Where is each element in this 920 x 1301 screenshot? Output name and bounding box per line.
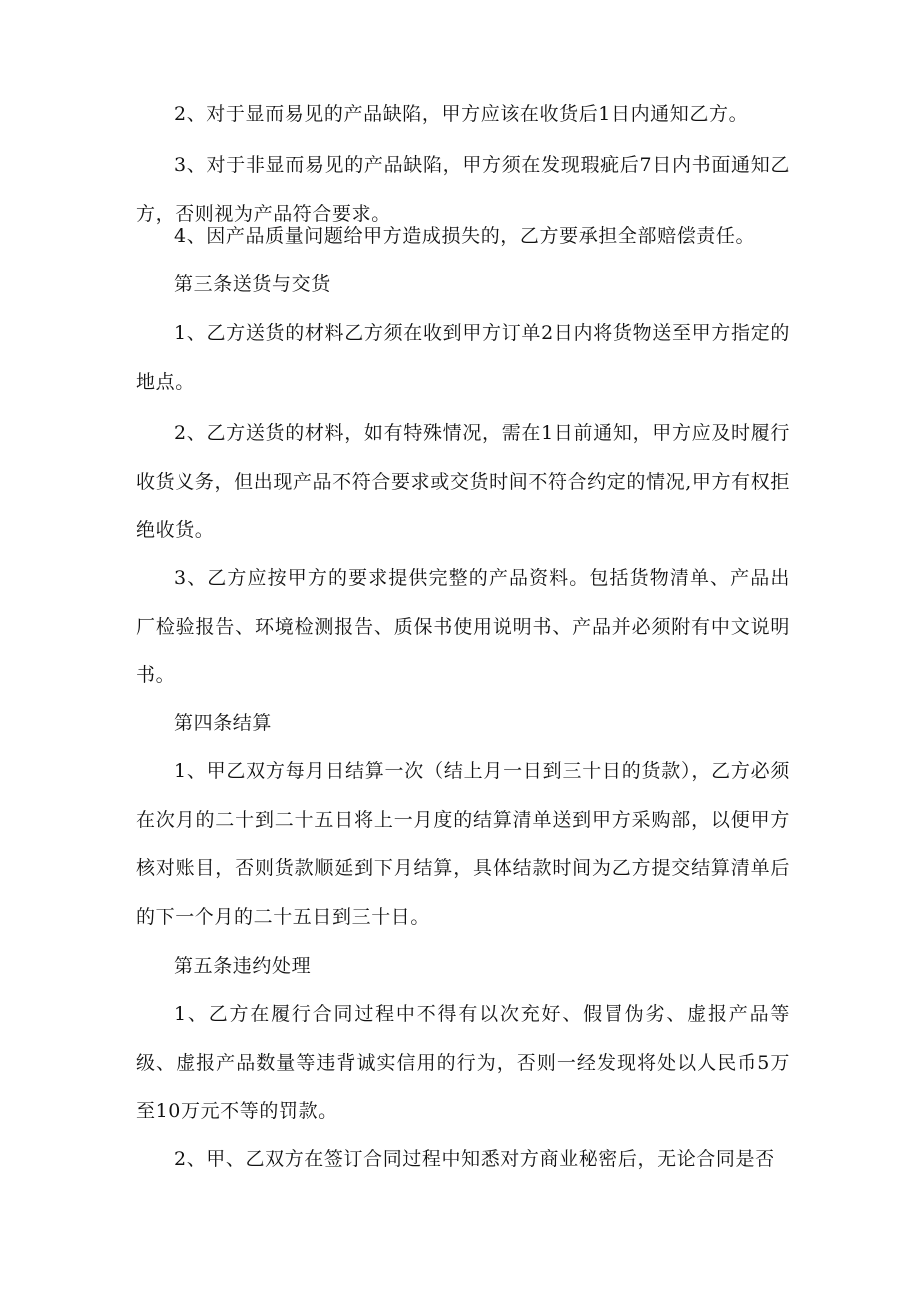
paragraph-breach-2: 2、甲、乙双方在签订合同过程中知悉对方商业秘密后，无论合同是否 [174, 1148, 775, 1170]
paragraph-breach-1: 1、乙方在履行合同过程中不得有以次充好、假冒伪劣、虚报产品等级、虚报产品数量等违背诚实信用的行为，否则一经发现将处以人民币5万至10万元不等的罚款。 [136, 1003, 790, 1122]
section-heading-article-3: 第三条送货与交货 [174, 273, 331, 295]
paragraph-delivery-3: 3、乙方应按甲方的要求提供完整的产品资料。包括货物清单、产品出厂检验报告、环境检测报告、质保书使用说明书、产品并必须附有中文说明书。 [136, 567, 790, 686]
paragraph-delivery-1: 1、乙方送货的材料乙方须在收到甲方订单2日内将货物送至甲方指定的地点。 [136, 322, 790, 393]
paragraph-delivery-2: 2、乙方送货的材料，如有特殊情况，需在1日前通知，甲方应及时履行收货义务，但出现产品不符合要求或交货时间不符合约定的情况,甲方有权拒绝收货。 [136, 422, 790, 541]
section-heading-article-4: 第四条结算 [174, 712, 273, 734]
paragraph-clause-2-obvious-defects: 2、对于显而易见的产品缺陷，甲方应该在收货后1日内通知乙方。 [174, 103, 749, 125]
paragraph-settlement-1: 1、甲乙双方每月日结算一次（结上月一日到三十日的货款），乙方必须在次月的二十到二十五日将上一月度的结算清单送到甲方采购部，以便甲方核对账目，否则货款顺延到下月结算，具体结款时间为乙方提交结算清单后的下一个月的二十五日到三十日。 [136, 760, 790, 928]
paragraph-clause-4-compensation: 4、因产品质量问题给甲方造成损失的，乙方要承担全部赔偿责任。 [174, 225, 756, 247]
paragraph-clause-3-hidden-defects: 3、对于非显而易见的产品缺陷，甲方须在发现瑕疵后7日内书面通知乙方，否则视为产品符合要求。 [136, 154, 790, 225]
section-heading-article-5: 第五条违约处理 [174, 955, 312, 977]
